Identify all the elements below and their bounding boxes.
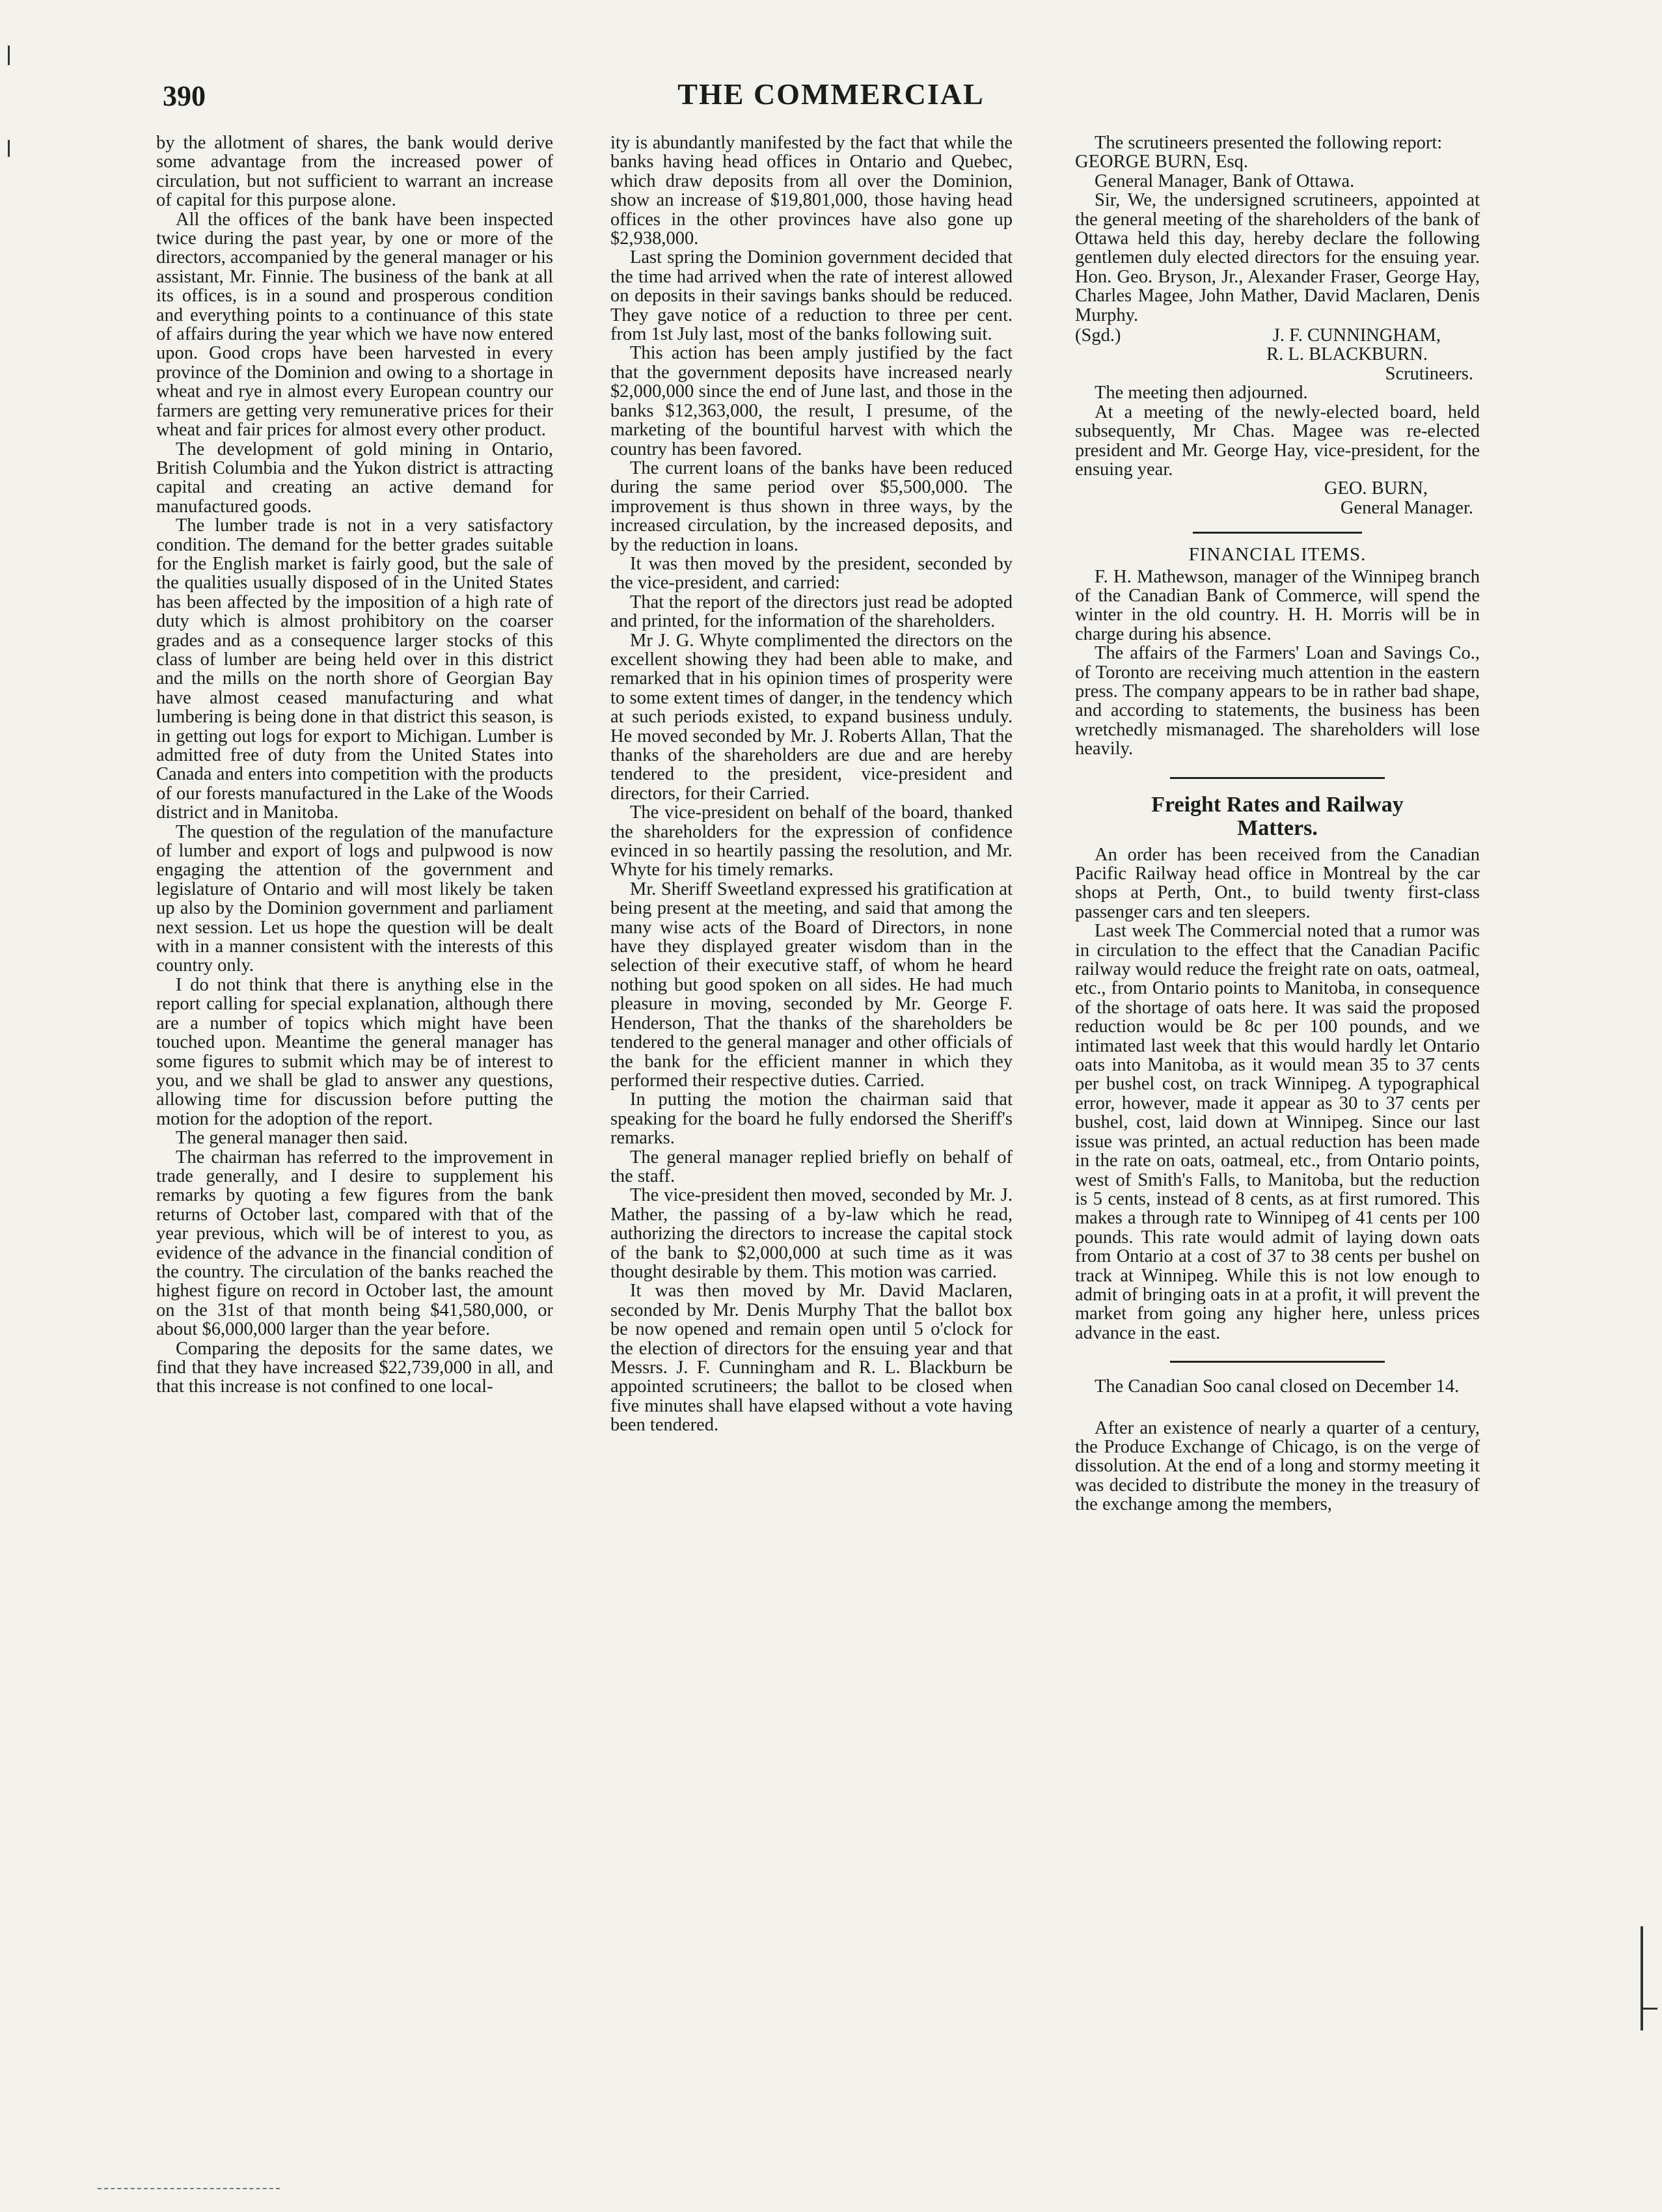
financial-items-heading: FINANCIAL ITEMS. xyxy=(1188,544,1367,566)
section-divider xyxy=(1170,1361,1385,1363)
section-divider xyxy=(1193,532,1362,534)
closing-title: General Manager. xyxy=(1340,497,1473,518)
paragraph: Comparing the deposits for the same dates, we find that they have increased $22,739,000 in all, and that this increase is not confined to one local- xyxy=(156,1338,553,1397)
paragraph: The general manager then said. xyxy=(176,1128,408,1149)
margin-mark xyxy=(8,46,10,65)
paragraph: The general manager replied briefly on behalf of the staff. xyxy=(610,1147,1013,1186)
margin-mark xyxy=(1643,2008,1657,2010)
masthead: THE COMMERCIAL xyxy=(677,77,985,111)
margin-mark xyxy=(1641,1926,1643,2030)
signature-block xyxy=(1075,326,1480,383)
paragraph: Last week The Commercial noted that a rumor was in circulation to the effect that the Canadian Pacific railway would reduce the freight rate on oats, oatmeal, etc., from Ontario points to Manitoba, in consequence of the shortage of oats here. It was said the proposed reduction would be 8c per 100 pounds, and we intimated last week that this would hardly let Ontario oats into Manitoba, as it would mean 35 to 37 cents per bushel cost, on track Winnipeg. A typographical error, however, made it appear as 30 to 37 cents per bushel, cost, laid down at Winnipeg. Since our last issue was printed, an actual reduction has been made in the rate on oats, oatmeal, etc., from Ontario points, west of Smith's Falls, to Manitoba, but the reduction is 5 cents, instead of 8 cents, as at first rumored. This makes a through rate to Winnipeg of 41 cents per 100 pounds. This rate would admit of laying down oats from Ontario at a cost of 37 to 38 cents per bushel on track at Winnipeg. While this is not low enough to admit of bringing oats in at a profit, it will prevent the market from going any higher here, unless prices advance in the east. xyxy=(1075,921,1480,1343)
paragraph: The vice-president on behalf of the board, thanked the shareholders for the expression of confidence evinced in so heartily passing the resolution, and Mr. Whyte for his timely remarks. xyxy=(610,802,1013,881)
closing-name: GEO. BURN, xyxy=(1324,478,1428,499)
paragraph: The development of gold mining in Ontario, British Columbia and the Yukon district is attracting capital and creating an active demand for manufactured goods. xyxy=(156,439,553,517)
paragraph: The question of the regulation of the manufacture of lumber and export of logs and pulpwood is now engaging the attention of the government and legislature of Ontario and will most likely be taken up also by the Dominion government and parliament next session. Let us hope the question will be dealt with in a manner consistent with the interests of this country only. xyxy=(156,821,553,976)
signatory-cunningham: J. F. CUNNINGHAM, xyxy=(1272,325,1441,346)
paragraph: The vice-president then moved, seconded by Mr. J. Mather, the passing of a by-law which he read, authorizing the directors to increase the capital stock of the bank to $2,000,000 at such time as it was thought desirable by them. This motion was carried. xyxy=(610,1185,1013,1282)
paragraph: The affairs of the Farmers' Loan and Savings Co., of Toronto are receiving much attention in the eastern press. The company appears to be in rather bad shape, and according to statements, the business has been wretchedly mismanaged. The shareholders will lose heavily. xyxy=(1075,643,1480,759)
paragraph: An order has been received from the Canadian Pacific Railway head office in Montreal by the car shops at Perth, Ont., to build twenty first-class passenger cars and ten sleepers. xyxy=(1075,844,1480,922)
paragraph: The chairman has referred to the improvement in trade generally, and I desire to supplement his remarks by quoting a few figures from the bank returns of October last, compared with that of the year previous, which will be of interest to you, as evidence of the advance in the financial condition of the country. The circulation of the banks reached the highest figure on record in October last, the amount on the 31st of that month being $41,580,000, or about $6,000,000 larger than the year before. xyxy=(156,1147,553,1340)
paragraph: Mr. Sheriff Sweetland expressed his gratification at being present at the meeting, and said that among the many wise acts of the Board of Directors, in none have they displayed greater wisdom than in the selection of their executive staff, of whom he heard nothing but good spoken on all sides. He had much pleasure in moving, seconded by Mr. George F. Henderson, That the thanks of the shareholders be tendered to the general manager and other officials of the bank for the efficient manner in which they performed their respective duties. Carried. xyxy=(610,879,1013,1091)
soo-canal-item: The Canadian Soo canal closed on December 14. xyxy=(1095,1376,1460,1397)
headline-line: Freight Rates and Railway xyxy=(1151,792,1404,817)
signatory-role: Scrutineers. xyxy=(1385,363,1473,384)
paragraph: I do not think that there is anything else in the report calling for special explanation, although there are a number of topics which might have been touched upon. Meantime the general manager has some figures to submit which may be of interest to you, and we shall be glad to answer any questions, allowing time for discussion before putting the motion for the adoption of the report. xyxy=(156,974,553,1129)
meeting-adjourned: The meeting then adjourned. xyxy=(1095,383,1308,403)
scrutineers-report: Sir, We, the undersigned scrutineers, appointed at the general meeting of the shareholders of the bank of Ottawa held this day, hereby declare the following gentlemen duly elected directors for the ensuing year. Hon. Geo. Bryson, Jr., Alexander Fraser, George Hay, Charles Magee, John Mather, David Maclaren, Denis Murphy. xyxy=(1075,190,1480,325)
signatory-blackburn: R. L. BLACKBURN. xyxy=(1266,344,1428,365)
column-3 xyxy=(1075,133,1480,1514)
section-divider xyxy=(1170,777,1385,779)
headline-line: Matters. xyxy=(1237,815,1318,840)
signed-label: (Sgd.) xyxy=(1075,325,1121,346)
paragraph: That the report of the directors just read be adopted and printed, for the information of the shareholders. xyxy=(610,592,1013,632)
spacer xyxy=(1075,1397,1480,1419)
paragraph: Last spring the Dominion government decided that the time had arrived when the rate of interest allowed on deposits in their savings banks should be reduced. They gave notice of a reduction to three per cent. from 1st July last, most of the banks following suit. xyxy=(610,247,1013,345)
paragraph: It was then moved by the president, seconded by the vice-president, and carried: xyxy=(610,553,1013,594)
paragraph: This action has been amply justified by the fact that the government deposits have increased nearly $2,000,000 since the end of June last, and those in the banks $12,363,000, the result, I presume, of the marketing of the bountiful harvest with which the country has been favored. xyxy=(610,343,1013,459)
addressee: GEORGE BURN, Esq. xyxy=(1075,152,1249,172)
paragraph: The lumber trade is not in a very satisfactory condition. The demand for the better grades suitable for the English market is fairly good, but the sale of the qualities usually disposed of in the United States has been affected by the imposition of a high rate of duty which is almost prohibitory on the coarser grades and as a consequence larger stocks of this class of lumber are being held over in this district and the mills on the north shore of Georgian Bay have almost ceased manufacturing and what lumbering is being done in that district this season, is in getting out logs for export to Michigan. Lumber is admitted free of duty from the United States into Canada and enters into competition with the products of our forests manufactured in the Lake of the Woods district and in Manitoba. xyxy=(156,515,553,823)
paragraph: It was then moved by Mr. David Maclaren, seconded by Mr. Denis Murphy That the ballot box be now opened and remain open until 5 o'clock for the election of directors for the ensuing year and that Messrs. J. F. Cunningham and R. L. Blackburn be appointed scrutineers; the ballot to be closed when five minutes shall have elapsed without a vote having been tendered. xyxy=(610,1281,1013,1436)
paragraph: F. H. Mathewson, manager of the Winnipeg branch of the Canadian Bank of Commerce, will spend the winter in the old country. H. H. Morris will be in charge during his absence. xyxy=(1075,566,1480,644)
page-number: 390 xyxy=(163,80,206,112)
produce-exchange-item: After an existence of nearly a quarter of a century, the Produce Exchange of Chicago, is on the verge of dissolution. At the end of a long and stormy meeting it was decided to distribute the money in the treasury of the exchange among the members, xyxy=(1075,1417,1480,1515)
margin-mark xyxy=(8,140,10,157)
freight-headline xyxy=(1075,793,1480,840)
column-2 xyxy=(610,133,1013,1435)
column-1 xyxy=(156,133,553,1397)
paragraph: In putting the motion the chairman said that speaking for the board he fully endorsed the Sheriff's remarks. xyxy=(610,1089,1013,1149)
scan-artifact xyxy=(98,2188,280,2189)
new-board-paragraph: At a meeting of the newly-elected board, held subsequently, Mr Chas. Magee was re-elected president and Mr. George Hay, vice-president, for the ensuing year. xyxy=(1075,402,1480,480)
addressee-title: General Manager, Bank of Ottawa. xyxy=(1095,171,1355,191)
paragraph: The current loans of the banks have been reduced during the same period over $5,500,000. The improvement is thus shown in three ways, by the increased circulation, by the increased deposits, and by the reduction in loans. xyxy=(610,457,1013,555)
paragraph: by the allotment of shares, the bank would derive some advantage from the increased power of circulation, but not sufficient to warrant an increase of capital for this purpose alone. xyxy=(156,133,553,211)
paragraph: Mr J. G. Whyte complimented the directors on the excellent showing they had been able to make, and remarked that in his opinion times of prosperity were to some extent times of danger, in the tendency which at such periods existed, to expand business unduly. He moved seconded by Mr. J. Roberts Allan, That the thanks of the shareholders are due and are hereby tendered to the president, vice-president and directors, for their Carried. xyxy=(610,630,1013,804)
paragraph: ity is abundantly manifested by the fact that while the banks having head offices in Ontario and Quebec, which draw deposits from all over the Dominion, show an increase of $19,801,000, those having head offices in the other provinces have also gone up $2,938,000. xyxy=(610,133,1013,249)
paragraph: All the offices of the bank have been inspected twice during the past year, by one or more of the directors, accompanied by the general manager or his assistant, Mr. Finnie. The business of the bank at all its offices, is in a sound and prosperous condition and everything points to a continuance of this state of affairs during the year which we have now entered upon. Good crops have been harvested in every province of the Dominion and owing to a shortage in wheat and rye in almost every European country our farmers are getting very remunerative prices for their wheat and fair prices for almost every other product. xyxy=(156,209,553,441)
scrutineers-intro: The scrutineers presented the following report: xyxy=(1095,133,1443,153)
